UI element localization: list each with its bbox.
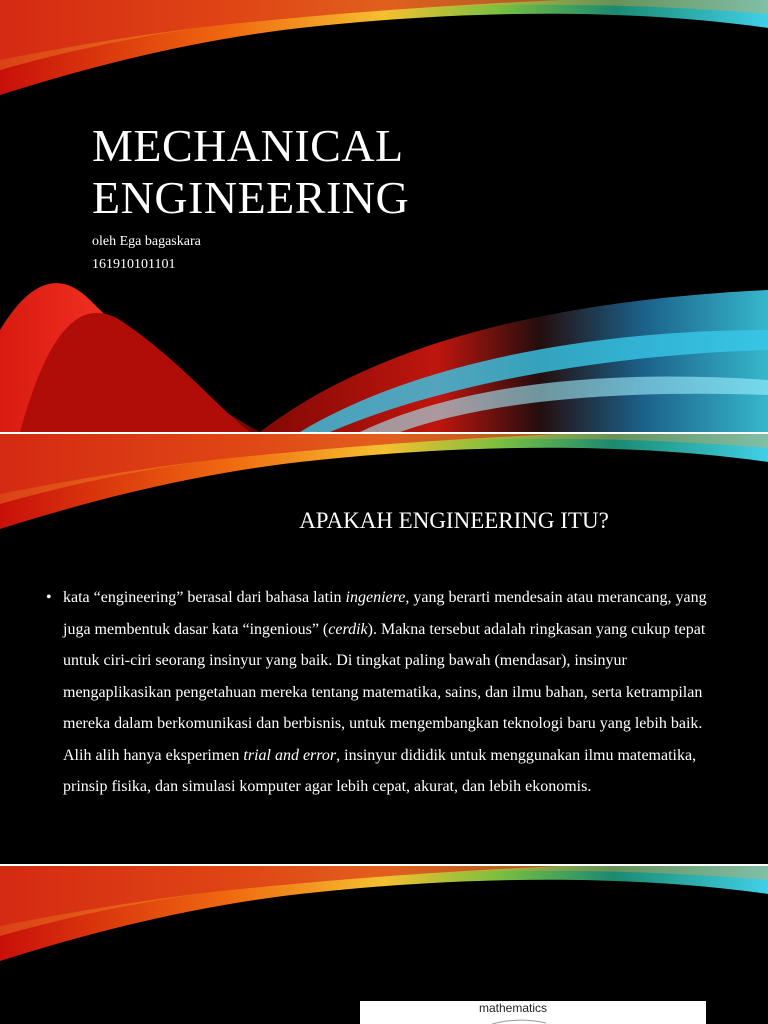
decorative-swoosh-top — [0, 866, 768, 966]
content-slide — [0, 434, 768, 864]
slide-title: APAKAH ENGINEERING ITU? — [299, 508, 609, 533]
subtitle — [92, 230, 201, 276]
italic-run: trial and error — [243, 746, 337, 764]
italic-run: cerdik — [328, 620, 368, 638]
text-run: ). Makna tersebut adalah ringkasan yang cukup tepat untuk ciri-ciri seorang insinyur yang baik. Di tingkat paling bawah (mendasar), insinyur mengaplikasikan pengetahuan mereka tentang matematika, sains, dan ilmu bahan, serta ketrampilan mereka dalam berkomunikasi dan berbisnis, untuk mengembangkan teknologi baru yang lebih baik. Alih alih hanya eksperimen — [63, 620, 706, 764]
text-run: kata “engineering” berasal dari bahasa latin — [63, 589, 346, 606]
title-line-2: ENGINEERING — [92, 172, 410, 223]
presentation-title — [92, 120, 409, 224]
image-label: mathematics — [478, 1001, 548, 1015]
text-run: , insinyur dididik untuk menggunakan ilmu matematika, prinsip fisika, dan simulasi komputer agar lebih cepat, akurat, dan lebih ekonomis. — [63, 746, 697, 795]
italic-run: ingeniere — [345, 589, 406, 606]
partial-slide — [0, 866, 768, 1024]
slide-image — [360, 1001, 706, 1024]
bullet-paragraph — [46, 582, 722, 803]
text-run: , yang berarti mendesain atau merancang, yang juga membentuk dasar kata “ingenious” ( — [63, 589, 707, 638]
student-id: 161910101101 — [92, 257, 176, 272]
bullet-marker: • — [46, 589, 52, 606]
title-slide — [0, 0, 768, 432]
diagram-arc — [360, 1001, 706, 1024]
author-name: oleh Ega bagaskara — [92, 234, 201, 249]
title-line-1: MECHANICAL — [92, 120, 404, 171]
body-text — [46, 582, 722, 803]
